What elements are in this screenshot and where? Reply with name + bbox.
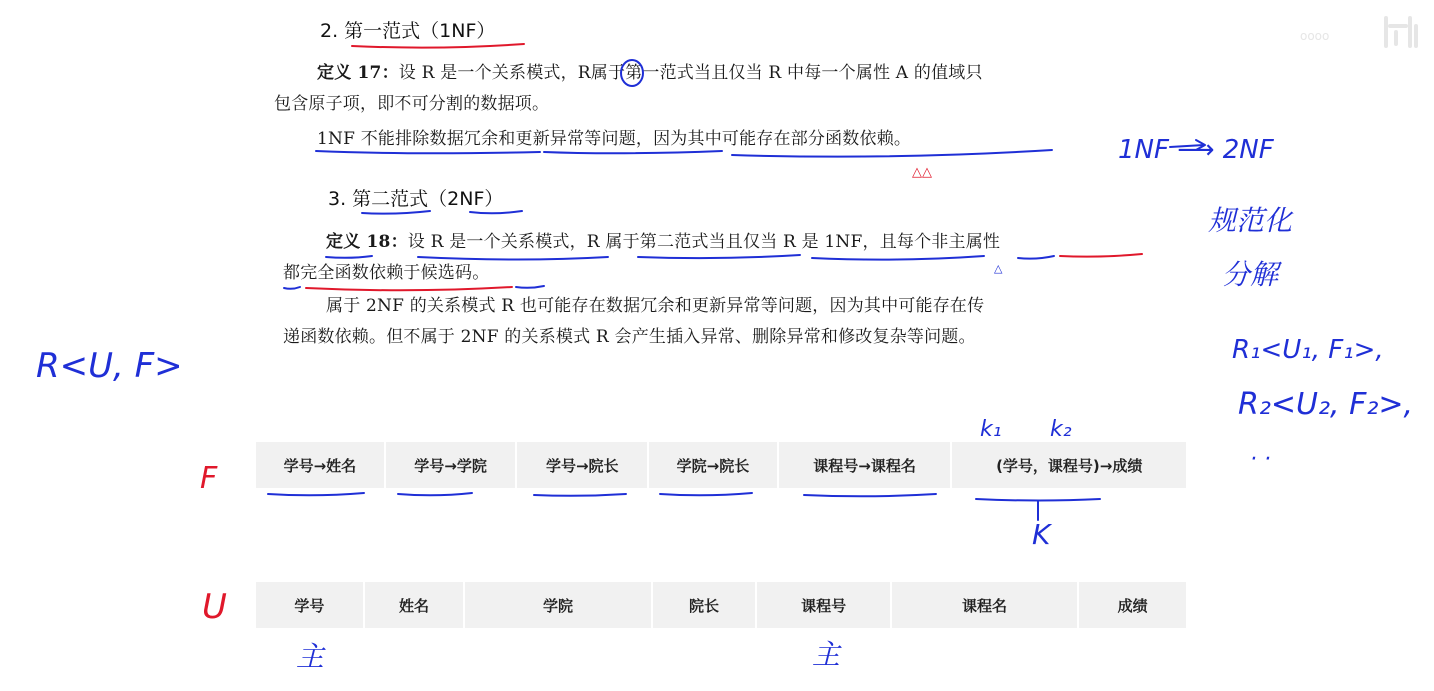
hw-k1: k₁ <box>980 417 1002 442</box>
hw-k2: k₂ <box>1050 417 1072 442</box>
fd-cell-2: 学号→学院 <box>385 442 517 488</box>
hw-1nf-2nf: 1NF ⟶ 2NF <box>1118 135 1274 165</box>
attr-cell-4: 院长 <box>652 582 757 628</box>
hw-normalize: 规范化 <box>1208 204 1293 237</box>
def18-label: 定义 18： <box>326 232 408 252</box>
hw-decompose: 分解 <box>1222 258 1279 291</box>
fd-underline-3 <box>534 494 626 496</box>
hw-triangle-marks: △△ <box>912 165 932 180</box>
underline-def18-g <box>516 286 544 288</box>
def17-line2: 包含原子项，即不可分割的数据项。 <box>274 94 550 114</box>
section-2-heading: 2. 第一范式（1NF） <box>320 20 496 42</box>
def18-line2: 都完全函数依赖于候选码。 <box>283 263 490 283</box>
hw-r1: R₁<U₁, F₁>, <box>1232 335 1384 365</box>
fd-underline-4 <box>660 493 752 495</box>
hw-triangle-mark: △ <box>994 262 1003 275</box>
hw-primary-1: 主 <box>296 640 325 673</box>
hw-f-label: F <box>200 461 218 496</box>
fd-cell-3: 学号→院长 <box>516 442 648 488</box>
fd-underline-2 <box>398 493 472 495</box>
attr-cell-6: 课程名 <box>891 582 1079 628</box>
underline-def18-b <box>418 257 608 260</box>
def18-text: 设 R 是一个关系模式，R 属于第二范式当且仅当 R 是 1NF，且每个非主属性 <box>407 232 1001 252</box>
def17-text-c: 属于第一范式当且仅当 R 中每一个属性 A 的值域只 <box>590 63 983 83</box>
svg-text:oooo: oooo <box>1300 29 1330 43</box>
2nf-note-line2: 递函数依赖。但不属于 2NF 的关系模式 R 会产生插入异常、删除异常和修改复杂等问题。 <box>283 327 976 347</box>
def17-text-b: R <box>577 63 591 83</box>
1nf-note: 1NF 不能排除数据冗余和更新异常等问题，因为其中可能存在部分函数依赖。 <box>317 129 912 149</box>
hw-k: K <box>1032 518 1051 551</box>
hw-r-def: R<U, F> <box>36 346 183 386</box>
2nf-note-line1: 属于 2NF 的关系模式 R 也可能存在数据冗余和更新异常等问题，因为其中可能存在传 <box>326 296 985 316</box>
fd-cell-1: 学号→姓名 <box>256 442 385 488</box>
attr-cell-2: 姓名 <box>364 582 465 628</box>
hw-r2: R₂<U₂, F₂>, <box>1238 387 1414 422</box>
fd-underline-1 <box>268 493 364 495</box>
section-3-heading: 3. 第二范式（2NF） <box>328 188 504 210</box>
attr-cell-7: 成绩 <box>1078 582 1186 628</box>
heading-3-underline-a <box>362 211 430 214</box>
fd-cell-5: 课程号→课程名 <box>778 442 952 488</box>
r-circle-mark <box>621 60 643 86</box>
fd-underline-5 <box>804 494 936 496</box>
underline-def18-d <box>812 256 984 260</box>
fd-cell-6: (学号，课程号)→成绩 <box>951 442 1186 488</box>
heading-2-underline <box>352 44 524 48</box>
heading-3-underline-b <box>470 211 522 213</box>
def17-text-a: 设 R 是一个关系模式， <box>398 63 578 83</box>
underline-1nf-c <box>732 150 1052 157</box>
underline-def18-a <box>326 256 372 258</box>
underline-def18-red-2 <box>306 287 512 290</box>
attr-cell-5: 课程号 <box>756 582 890 628</box>
underline-def18-e <box>1018 256 1054 259</box>
hw-dots: · · <box>1250 447 1271 472</box>
underline-1nf-a <box>316 151 540 153</box>
hw-u-label: U <box>202 587 227 627</box>
underline-def18-c <box>638 255 800 258</box>
hw-primary-2: 主 <box>812 638 841 671</box>
attr-cell-3: 学院 <box>464 582 651 628</box>
underline-def18-f <box>284 287 300 289</box>
attr-cell-1: 学号 <box>256 582 364 628</box>
underline-1nf-b <box>544 151 722 153</box>
def17-label: 定义 17： <box>317 63 399 83</box>
underline-def18-red <box>1060 254 1142 257</box>
fd-cell-4: 学院→院长 <box>648 442 778 488</box>
